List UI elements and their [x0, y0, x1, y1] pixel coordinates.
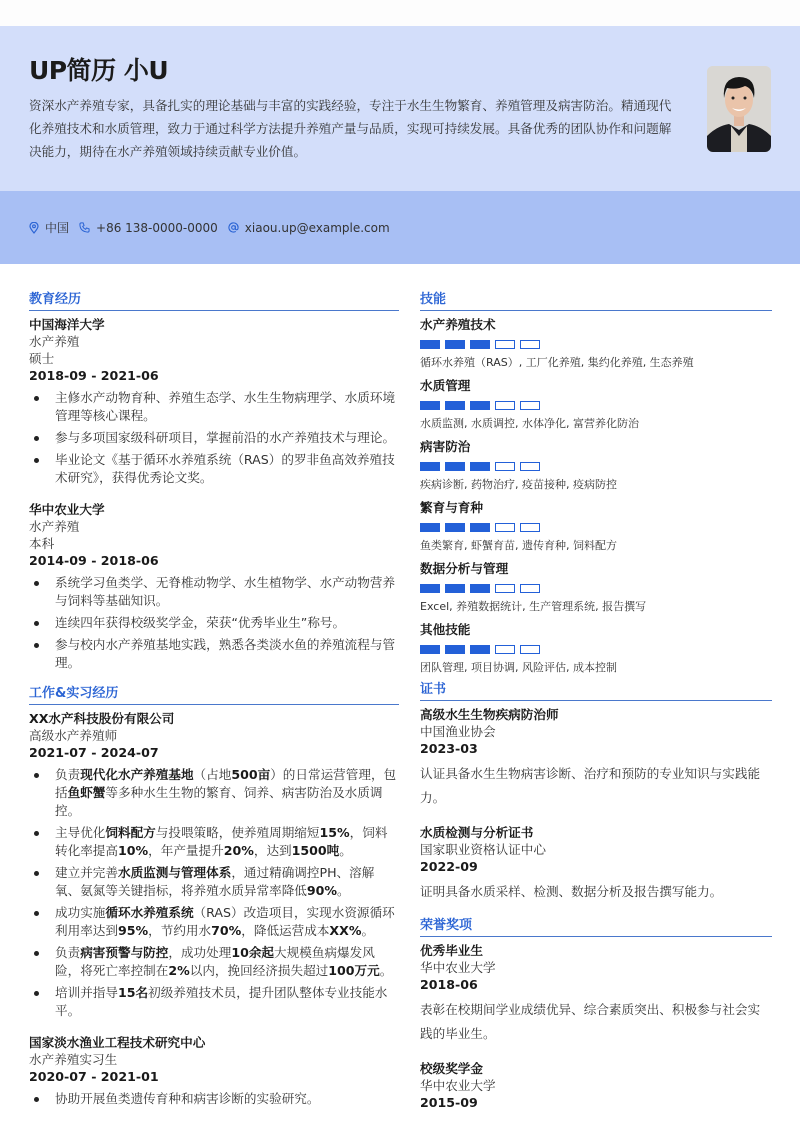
skill-tags: 鱼类繁育, 虾蟹育苗, 遗传育种, 饲料配方	[420, 539, 617, 552]
location-text: 中国	[45, 221, 70, 235]
skill-level-empty-icon	[520, 401, 540, 410]
skill-level-filled-icon	[445, 645, 465, 654]
bullet-item: 主修水产动物育种、养殖生态学、水生生物病理学、水质环境管理等核心课程。	[29, 389, 399, 425]
skill-tags: 团队管理, 项目协调, 风险评估, 成本控制	[420, 661, 617, 674]
certificate-entry	[420, 706, 772, 810]
degree: 硕士	[29, 351, 55, 366]
certificates-heading: 证书	[420, 682, 772, 701]
skill-level-filled-icon	[470, 340, 490, 349]
left-column	[29, 292, 399, 1122]
skill-name: 繁育与育种	[420, 500, 483, 515]
skill-name: 水产养殖技术	[420, 317, 496, 332]
skill-level-filled-icon	[420, 584, 440, 593]
work-section	[29, 686, 399, 1108]
bullet-item: 连续四年获得校级奖学金，荣获“优秀毕业生”称号。	[29, 614, 399, 632]
bullet-item: 参与校内水产养殖基地实践，熟悉各类淡水鱼的养殖流程与管理。	[29, 636, 399, 672]
work-bullets	[29, 1090, 399, 1108]
award-name: 优秀毕业生	[420, 943, 483, 958]
skill-item	[420, 377, 772, 432]
education-entry	[29, 501, 399, 672]
awards-heading: 荣誉奖项	[420, 918, 772, 937]
skill-item	[420, 560, 772, 615]
skill-tags: 水质监测, 水质调控, 水体净化, 富营养化防治	[420, 417, 639, 430]
right-column	[420, 292, 772, 1126]
certificate-date: 2023-03	[420, 741, 478, 756]
major: 水产养殖	[29, 519, 80, 534]
skill-level-bar	[420, 584, 772, 593]
candidate-name: UP简历 小U	[29, 56, 169, 85]
certificate-name: 高级水生生物疾病防治师	[420, 707, 559, 722]
skill-item	[420, 499, 772, 554]
skill-name: 水质管理	[420, 378, 471, 393]
work-entry	[29, 710, 399, 1020]
work-entry	[29, 1034, 399, 1108]
email-text: xiaou.up@example.com	[244, 220, 390, 235]
bullet-item: 系统学习鱼类学、无脊椎动物学、水生植物学、水产动物营养与饲料等基础知识。	[29, 574, 399, 610]
skill-level-bar	[420, 401, 772, 410]
skill-item	[420, 621, 772, 676]
top-margin	[0, 0, 800, 26]
skill-level-empty-icon	[520, 523, 540, 532]
bullet-item: 负责病害预警与防控，成功处理10余起大规模鱼病爆发风险，将死亡率控制在2%以内，挽回经济损失超过100万元。	[29, 944, 399, 980]
skill-level-empty-icon	[520, 645, 540, 654]
skill-level-empty-icon	[495, 340, 515, 349]
major: 水产养殖	[29, 334, 80, 349]
skills-heading: 技能	[420, 292, 772, 311]
award-date: 2015-09	[420, 1095, 478, 1110]
award-issuer: 华中农业大学	[420, 1078, 496, 1093]
skill-level-filled-icon	[445, 340, 465, 349]
resume-header	[0, 26, 800, 191]
bullet-item: 主导优化饲料配方与投喂策略，使养殖周期缩短15%，饲料转化率提高10%，年产量提升20%，达到1500吨。	[29, 824, 399, 860]
skill-level-empty-icon	[520, 340, 540, 349]
education-bullets	[29, 389, 399, 487]
skill-level-filled-icon	[420, 523, 440, 532]
contact-email[interactable]	[228, 221, 390, 235]
skill-name: 其他技能	[420, 622, 471, 637]
skill-level-filled-icon	[470, 523, 490, 532]
skill-item	[420, 438, 772, 493]
skill-level-empty-icon	[495, 401, 515, 410]
certificates-section	[420, 682, 772, 904]
skill-level-empty-icon	[520, 462, 540, 471]
bullet-item: 参与多项国家级科研项目，掌握前沿的水产养殖技术与理论。	[29, 429, 399, 447]
profile-photo-icon	[707, 66, 771, 152]
skill-name: 病害防治	[420, 439, 471, 454]
date-range: 2014-09 - 2018-06	[29, 553, 159, 568]
company-name: XX水产科技股份有限公司	[29, 711, 175, 726]
education-entry	[29, 316, 399, 487]
bullet-item: 毕业论文《基于循环水养殖系统（RAS）的罗非鱼高效养殖技术研究》，获得优秀论文奖。	[29, 451, 399, 487]
email-at-icon	[228, 222, 239, 233]
certificate-name: 水质检测与分析证书	[420, 825, 534, 840]
skill-level-filled-icon	[420, 340, 440, 349]
certificate-issuer: 中国渔业协会	[420, 724, 496, 739]
contact-bar	[0, 191, 800, 264]
bullet-item: 培训并指导15名初级养殖技术员，提升团队整体专业技能水平。	[29, 984, 399, 1020]
bullet-item: 建立并完善水质监测与管理体系，通过精确调控PH、溶解氧、氨氮等关键指标，将养殖水质异常率降低90%。	[29, 864, 399, 900]
skill-level-empty-icon	[495, 584, 515, 593]
education-bullets	[29, 574, 399, 672]
skill-item	[420, 316, 772, 371]
bullet-item: 负责现代化水产养殖基地（占地500亩）的日常运营管理，包括鱼虾蟹等多种水生生物的繁育、饲养、病害防治及水质调控。	[29, 766, 399, 820]
job-title: 高级水产养殖师	[29, 728, 118, 743]
skill-level-filled-icon	[470, 645, 490, 654]
skill-level-bar	[420, 340, 772, 349]
date-range: 2020-07 - 2021-01	[29, 1069, 159, 1084]
skill-level-filled-icon	[420, 462, 440, 471]
skill-name: 数据分析与管理	[420, 561, 509, 576]
skill-tags: Excel, 养殖数据统计, 生产管理系统, 报告撰写	[420, 600, 647, 613]
phone-icon	[79, 222, 90, 233]
skill-level-empty-icon	[495, 462, 515, 471]
skill-level-empty-icon	[495, 645, 515, 654]
degree: 本科	[29, 536, 55, 551]
skill-level-filled-icon	[445, 584, 465, 593]
date-range: 2021-07 - 2024-07	[29, 745, 159, 760]
location-pin-icon	[29, 222, 39, 234]
skill-level-filled-icon	[445, 523, 465, 532]
skill-level-empty-icon	[520, 584, 540, 593]
skill-level-filled-icon	[470, 584, 490, 593]
certificate-description: 证明具备水质采样、检测、数据分析及报告撰写能力。	[420, 884, 723, 899]
skill-tags: 疾病诊断, 药物治疗, 疫苗接种, 疫病防控	[420, 478, 617, 491]
profile-summary: 资深水产养殖专家，具备扎实的理论基础与丰富的实践经验，专注于水生生物繁育、养殖管理及病害防治。精通现代化养殖技术和水质管理，致力于通过科学方法提升养殖产量与品质，实现可持续发展。具备优秀的团队协作和问题解决能力，期待在水产养殖领域持续贡献专业价值。	[29, 98, 672, 159]
certificate-description: 认证具备水生生物病害诊断、治疗和预防的专业知识与实践能力。	[420, 766, 761, 805]
education-section	[29, 292, 399, 672]
certificate-entry	[420, 824, 772, 904]
company-name: 国家淡水渔业工程技术研究中心	[29, 1035, 206, 1050]
skill-level-filled-icon	[445, 462, 465, 471]
certificate-issuer: 国家职业资格认证中心	[420, 842, 546, 857]
bullet-item: 成功实施循环水养殖系统（RAS）改造项目，实现水资源循环利用率达到95%，节约用水70%，降低运营成本XX%。	[29, 904, 399, 940]
contact-location	[29, 219, 69, 236]
skill-level-bar	[420, 523, 772, 532]
awards-section	[420, 918, 772, 1112]
education-heading: 教育经历	[29, 292, 399, 311]
skill-level-filled-icon	[470, 401, 490, 410]
skill-level-filled-icon	[420, 645, 440, 654]
skills-list	[420, 316, 772, 676]
award-entry	[420, 942, 772, 1046]
school-name: 华中农业大学	[29, 502, 105, 517]
award-name: 校级奖学金	[420, 1061, 483, 1076]
avatar	[707, 66, 771, 152]
award-description: 表彰在校期间学业成绩优异、综合素质突出、积极参与社会实践的毕业生。	[420, 1002, 761, 1041]
skill-level-bar	[420, 645, 772, 654]
contact-phone[interactable]	[79, 221, 218, 235]
work-heading: 工作&实习经历	[29, 686, 399, 705]
skill-level-empty-icon	[495, 523, 515, 532]
job-title: 水产养殖实习生	[29, 1052, 118, 1067]
school-name: 中国海洋大学	[29, 317, 105, 332]
skills-section	[420, 292, 772, 676]
skill-tags: 循环水养殖（RAS）, 工厂化养殖, 集约化养殖, 生态养殖	[420, 356, 694, 369]
award-date: 2018-06	[420, 977, 478, 992]
skill-level-filled-icon	[445, 401, 465, 410]
skill-level-filled-icon	[470, 462, 490, 471]
skill-level-bar	[420, 462, 772, 471]
phone-text: +86 138-0000-0000	[96, 220, 218, 235]
award-issuer: 华中农业大学	[420, 960, 496, 975]
skill-level-filled-icon	[420, 401, 440, 410]
bullet-item: 协助开展鱼类遗传育种和病害诊断的实验研究。	[29, 1090, 399, 1108]
work-bullets	[29, 766, 399, 1020]
date-range: 2018-09 - 2021-06	[29, 368, 159, 383]
award-entry	[420, 1060, 772, 1112]
certificate-date: 2022-09	[420, 859, 478, 874]
